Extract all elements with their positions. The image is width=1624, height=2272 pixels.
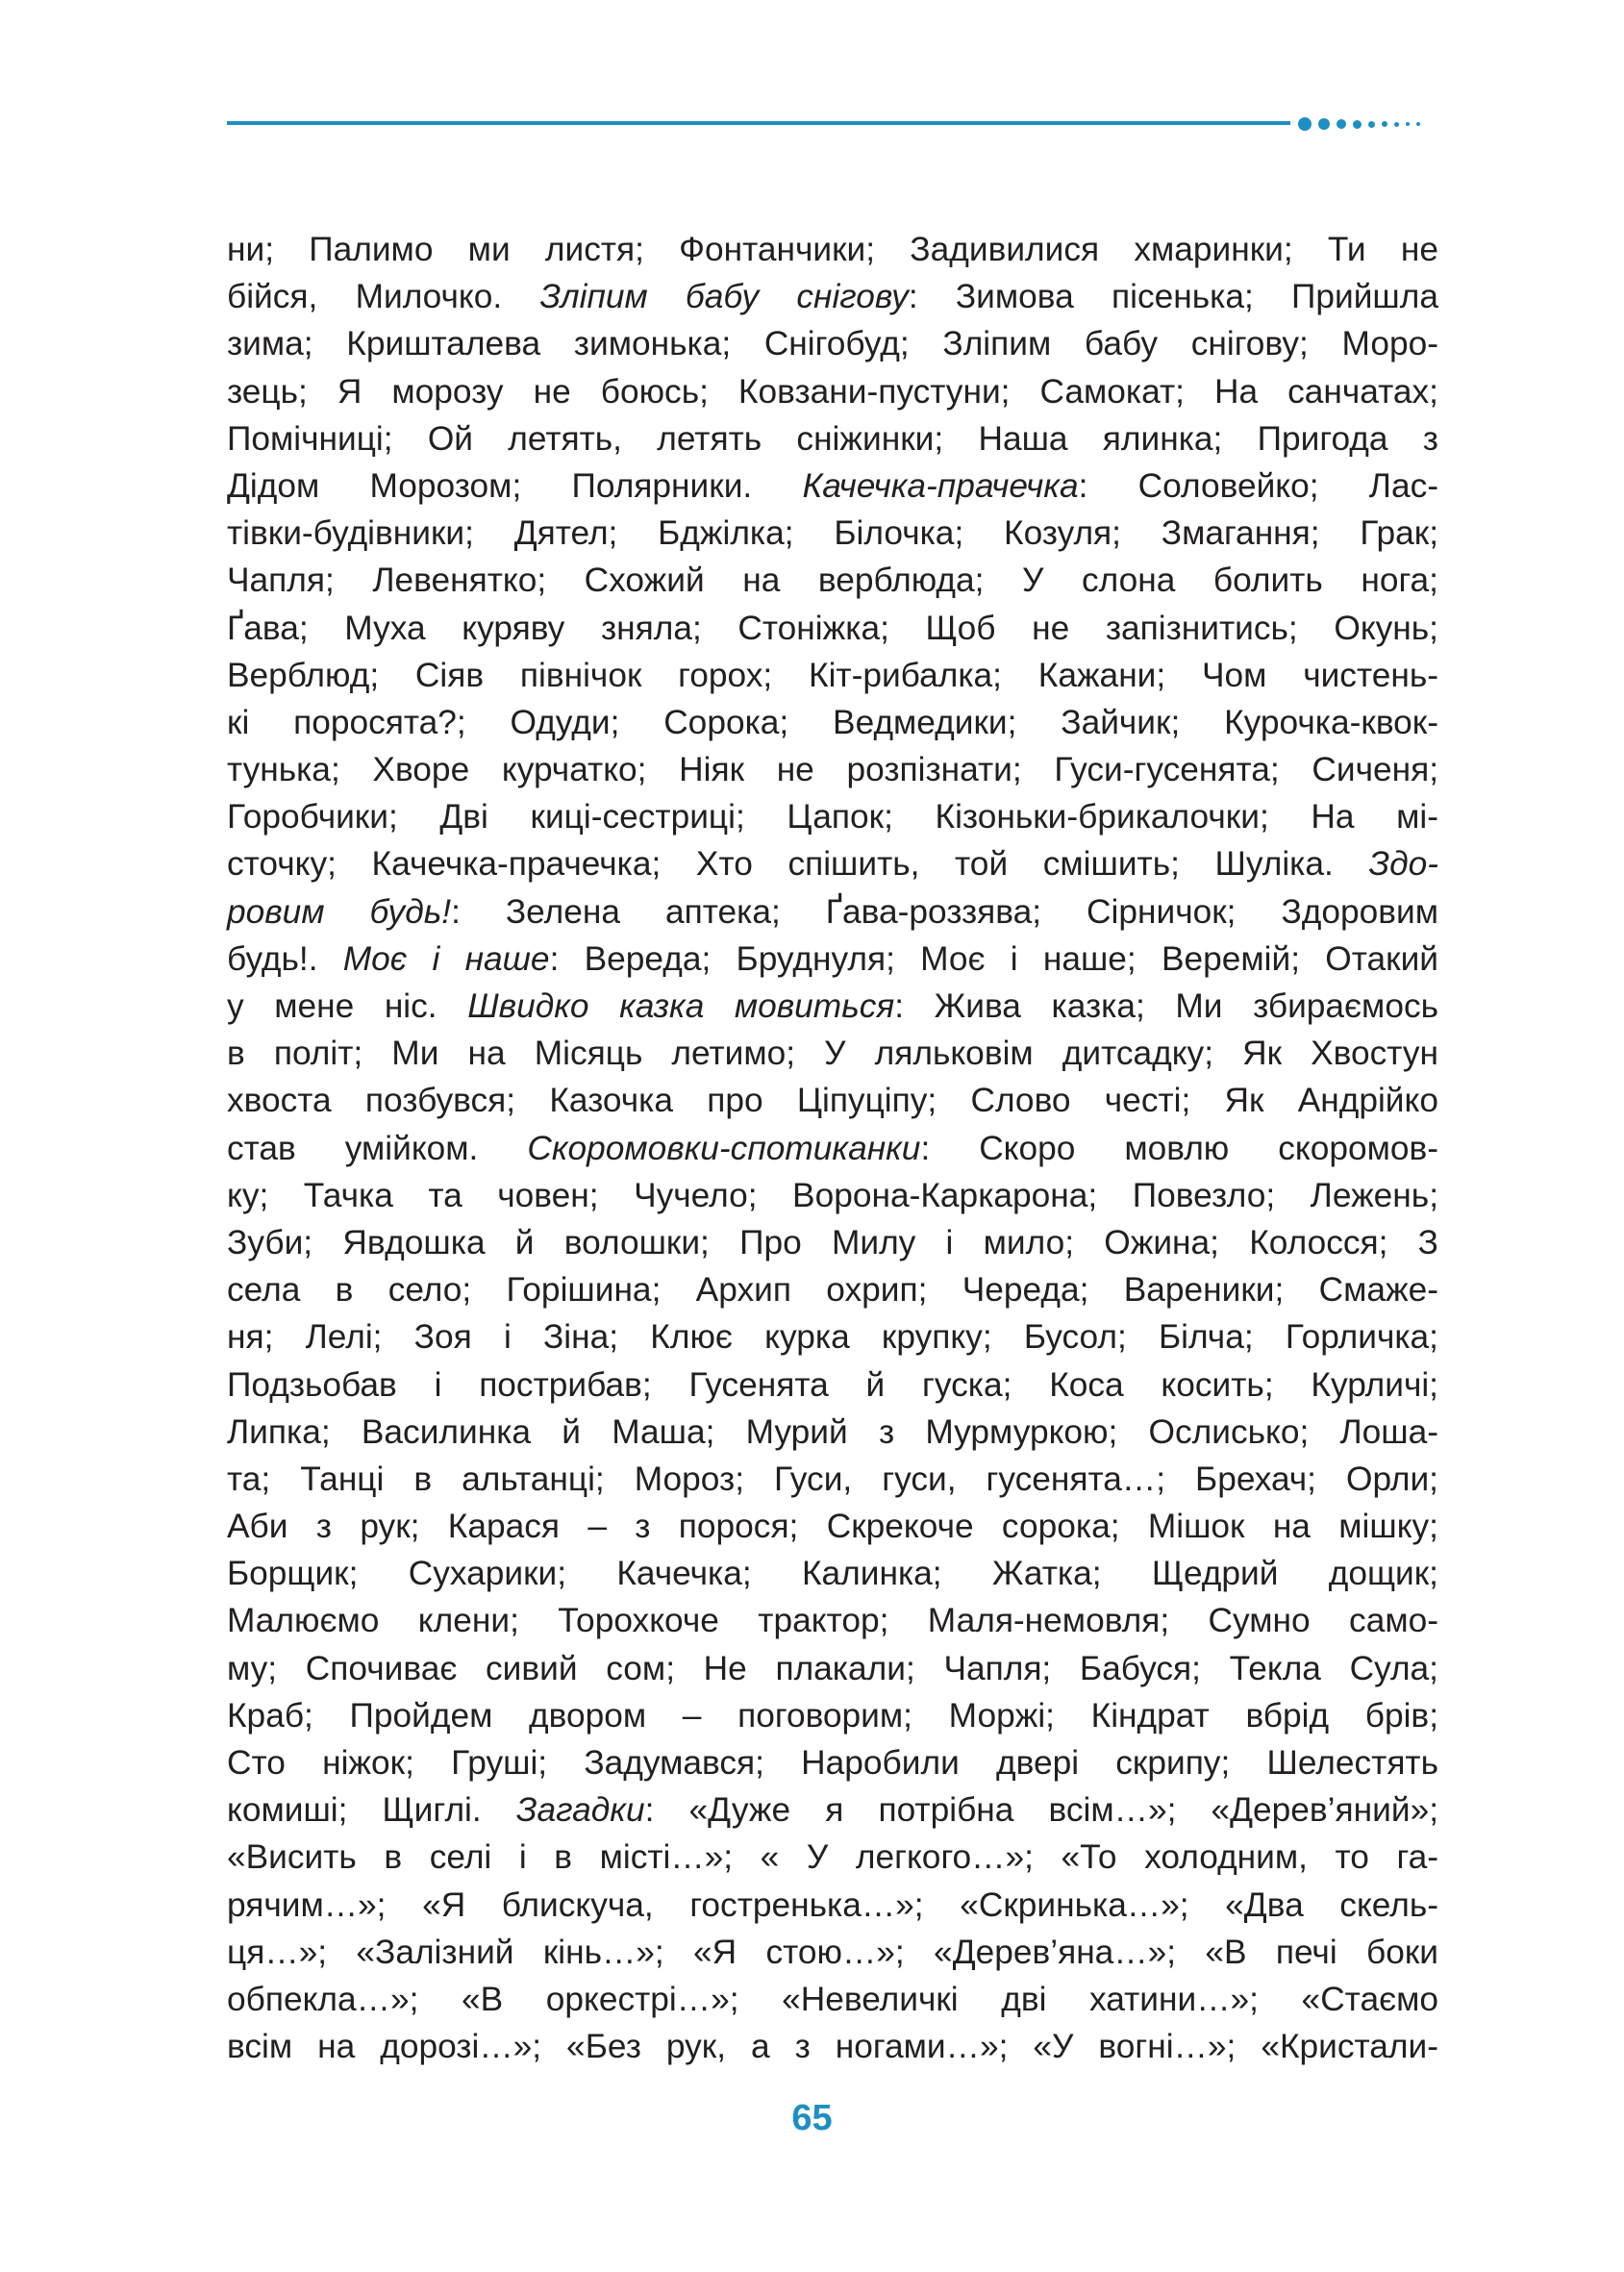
text-segment: Зуби; Явдошка й волошки; Про Милу і мило; Ожина; Колосся; З: [227, 1223, 1438, 1261]
text-segment: Верблюд; Сіяв північок горох; Кіт-рибалка; Кажани; Чом чистень-: [227, 656, 1438, 694]
italic-heading: ровим будь!: [227, 892, 452, 931]
text-line: [227, 320, 1438, 367]
header-dots: [1298, 117, 1420, 131]
text-line: [227, 1597, 1438, 1644]
italic-heading: Здо-: [1368, 845, 1438, 884]
text-segment: Горобчики; Дві киці-сестриці; Цапок; Кізоньки-брикалочки; На мі-: [227, 798, 1438, 836]
header-dot: [1298, 117, 1312, 131]
text-line: [227, 1786, 1438, 1834]
text-line: [227, 462, 1438, 510]
body-text: [227, 226, 1438, 2070]
header-dot: [1318, 118, 1330, 130]
italic-heading: Швидко казка мовиться: [467, 987, 895, 1025]
text-segment: Ґава; Муха куряву зняла; Стоніжка; Щоб не запізнитись; Окунь;: [227, 609, 1438, 647]
text-segment: комиші; Щиглі.: [227, 1791, 516, 1830]
text-segment: Аби з рук; Карася – з порося; Скрекоче сорока; Мішок на мішку;: [227, 1508, 1438, 1546]
italic-heading: Зліпим бабу снігову: [539, 278, 909, 316]
text-line: [227, 1219, 1438, 1266]
text-segment: всім на дорозі…»; «Без рук, а з ногами…»; «У вогні…»; «Кристали-: [227, 2028, 1438, 2066]
text-segment: в політ; Ми на Місяць летимо; У ляльковім дитсадку; Як Хвостун: [227, 1035, 1438, 1073]
header-dot: [1394, 122, 1399, 127]
text-line: [227, 1361, 1438, 1409]
italic-heading: Скоромовки-спотиканки: [527, 1129, 921, 1167]
header-dot: [1406, 122, 1410, 126]
italic-heading: Загадки: [515, 1791, 645, 1830]
text-line: [227, 605, 1438, 652]
text-line: [227, 510, 1438, 557]
text-segment: села в село; Горішина; Архип охрип; Череда; Вареники; Смаже-: [227, 1271, 1438, 1310]
header-rule: [227, 121, 1290, 125]
text-line: [227, 1503, 1438, 1550]
text-line: [227, 699, 1438, 746]
text-line: [227, 1456, 1438, 1503]
header-dot: [1337, 119, 1346, 129]
text-segment: ця…»; «Залізний кінь…»; «Я стою…»; «Дерев’яна…»; «В печі боки: [227, 1933, 1438, 1971]
text-segment: рячим…»; «Я блискуча, гостренька…»; «Скринька…»; «Два скель-: [227, 1885, 1438, 1924]
text-segment: : «Дуже я потрібна всім…»; «Дерев’яний»;: [644, 1791, 1439, 1830]
text-segment: Дідом Морозом; Полярники.: [227, 466, 803, 505]
text-line: [227, 415, 1438, 462]
text-segment: : Зелена аптека; Ґава-роззява; Сірничок; Здоровим: [451, 892, 1438, 931]
italic-heading: Моє і наше: [342, 939, 550, 978]
text-segment: ку; Тачка та човен; Чучело; Ворона-Каркарона; Повезло; Лежень;: [227, 1176, 1438, 1214]
text-segment: зець; Я морозу не боюсь; Ковзани-пустуни; Самокат; На санчатах;: [227, 372, 1438, 411]
text-segment: «Висить в селі і в місті…»; « У легкого…»; «То холодним, то га-: [227, 1838, 1438, 1877]
text-line: [227, 273, 1438, 320]
header-dot: [1416, 122, 1420, 126]
text-segment: му; Спочиває сивий сом; Не плакали; Чапля; Бабуся; Текла Сула;: [227, 1649, 1438, 1687]
text-line: [227, 1929, 1438, 1976]
text-line: [227, 1125, 1438, 1172]
text-line: [227, 1834, 1438, 1881]
text-line: [227, 888, 1438, 936]
text-line: [227, 1976, 1438, 2023]
header-dot: [1382, 121, 1387, 127]
text-segment: Краб; Пройдем двором – поговорим; Моржі; Кіндрат вбрід брів;: [227, 1696, 1438, 1735]
header-dot: [1368, 121, 1375, 128]
text-line: [227, 1030, 1438, 1077]
text-segment: : Соловейко; Лас-: [1078, 466, 1439, 505]
text-line: [227, 1645, 1438, 1692]
text-segment: ня; Лелі; Зоя і Зіна; Клює курка крупку; Бусол; Білча; Горличка;: [227, 1318, 1438, 1357]
text-segment: Помічниці; Ой летять, летять сніжинки; Наша ялинка; Пригода з: [227, 419, 1438, 458]
text-segment: : Вереда; Бруднуля; Моє і наше; Веремій; Отакий: [549, 939, 1439, 978]
header-dot: [1353, 120, 1362, 129]
text-segment: Чапля; Левенятко; Схожий на верблюда; У слона болить нога;: [227, 562, 1438, 600]
text-line: [227, 1409, 1438, 1456]
text-line: [227, 983, 1438, 1030]
text-segment: став умійком.: [227, 1129, 528, 1167]
text-line: [227, 840, 1438, 887]
text-line: [227, 1739, 1438, 1786]
page-number: 65: [791, 2098, 833, 2138]
text-segment: тунька; Хворе курчатко; Ніяк не розпізнати; Гуси-гусенята; Сиченя;: [227, 751, 1438, 789]
text-line: [227, 226, 1438, 273]
text-segment: у мене ніс.: [227, 987, 468, 1025]
text-line: [227, 746, 1438, 793]
text-line: [227, 2023, 1438, 2070]
text-segment: будь!.: [227, 939, 343, 978]
text-segment: : Жива казка; Ми збираємось: [894, 987, 1438, 1025]
text-line: [227, 1313, 1438, 1361]
text-segment: хвоста позбувся; Казочка про Ціпуціпу; Слово честі; Як Андрійко: [227, 1082, 1438, 1120]
text-segment: : Скоро мовлю скоромов-: [920, 1129, 1438, 1167]
text-segment: Борщик; Сухарики; Качечка; Калинка; Жатка; Щедрий дощик;: [227, 1555, 1438, 1593]
text-line: [227, 1077, 1438, 1124]
text-line: [227, 936, 1438, 983]
text-segment: обпекла…»; «В оркестрі…»; «Невеличкі дві хатини…»; «Стаємо: [227, 1980, 1438, 2018]
text-segment: Сто ніжок; Груші; Задумався; Наробили двері скрипу; Шелестять: [227, 1744, 1438, 1782]
text-line: [227, 1550, 1438, 1597]
text-segment: зима; Кришталева зимонька; Снігобуд; Зліпим бабу снігову; Моро-: [227, 325, 1438, 363]
text-line: [227, 557, 1438, 604]
text-segment: сточку; Качечка-прачечка; Хто спішить, той смішить; Шуліка.: [227, 845, 1369, 884]
text-line: [227, 1692, 1438, 1739]
text-segment: бійся, Милочко.: [227, 278, 540, 316]
text-line: [227, 1172, 1438, 1219]
text-segment: та; Танці в альтанці; Мороз; Гуси, гуси, гусенята…; Брехач; Орли;: [227, 1460, 1438, 1498]
text-line: [227, 652, 1438, 699]
text-line: [227, 368, 1438, 415]
text-segment: тівки-будівники; Дятел; Бджілка; Білочка; Козуля; Змагання; Грак;: [227, 514, 1438, 553]
text-line: [227, 793, 1438, 840]
text-segment: Подзьобав і пострибав; Гусенята й гуска; Коса косить; Курличі;: [227, 1365, 1438, 1404]
text-segment: кі поросята?; Одуди; Сорока; Ведмедики; Зайчик; Курочка-квок-: [227, 703, 1438, 741]
text-segment: ни; Палимо ми листя; Фонтанчики; Задивилися хмаринки; Ти не: [227, 231, 1438, 268]
text-segment: : Зимова пісенька; Прийшла: [908, 278, 1438, 316]
text-segment: Малюємо клени; Торохкоче трактор; Маля-немовля; Сумно само-: [227, 1602, 1438, 1640]
text-segment: Липка; Василинка й Маша; Мурий з Мурмуркою; Ослисько; Лоша-: [227, 1412, 1438, 1451]
italic-heading: Качечка-прачечка: [802, 466, 1079, 505]
text-line: [227, 1266, 1438, 1313]
text-line: [227, 1882, 1438, 1929]
